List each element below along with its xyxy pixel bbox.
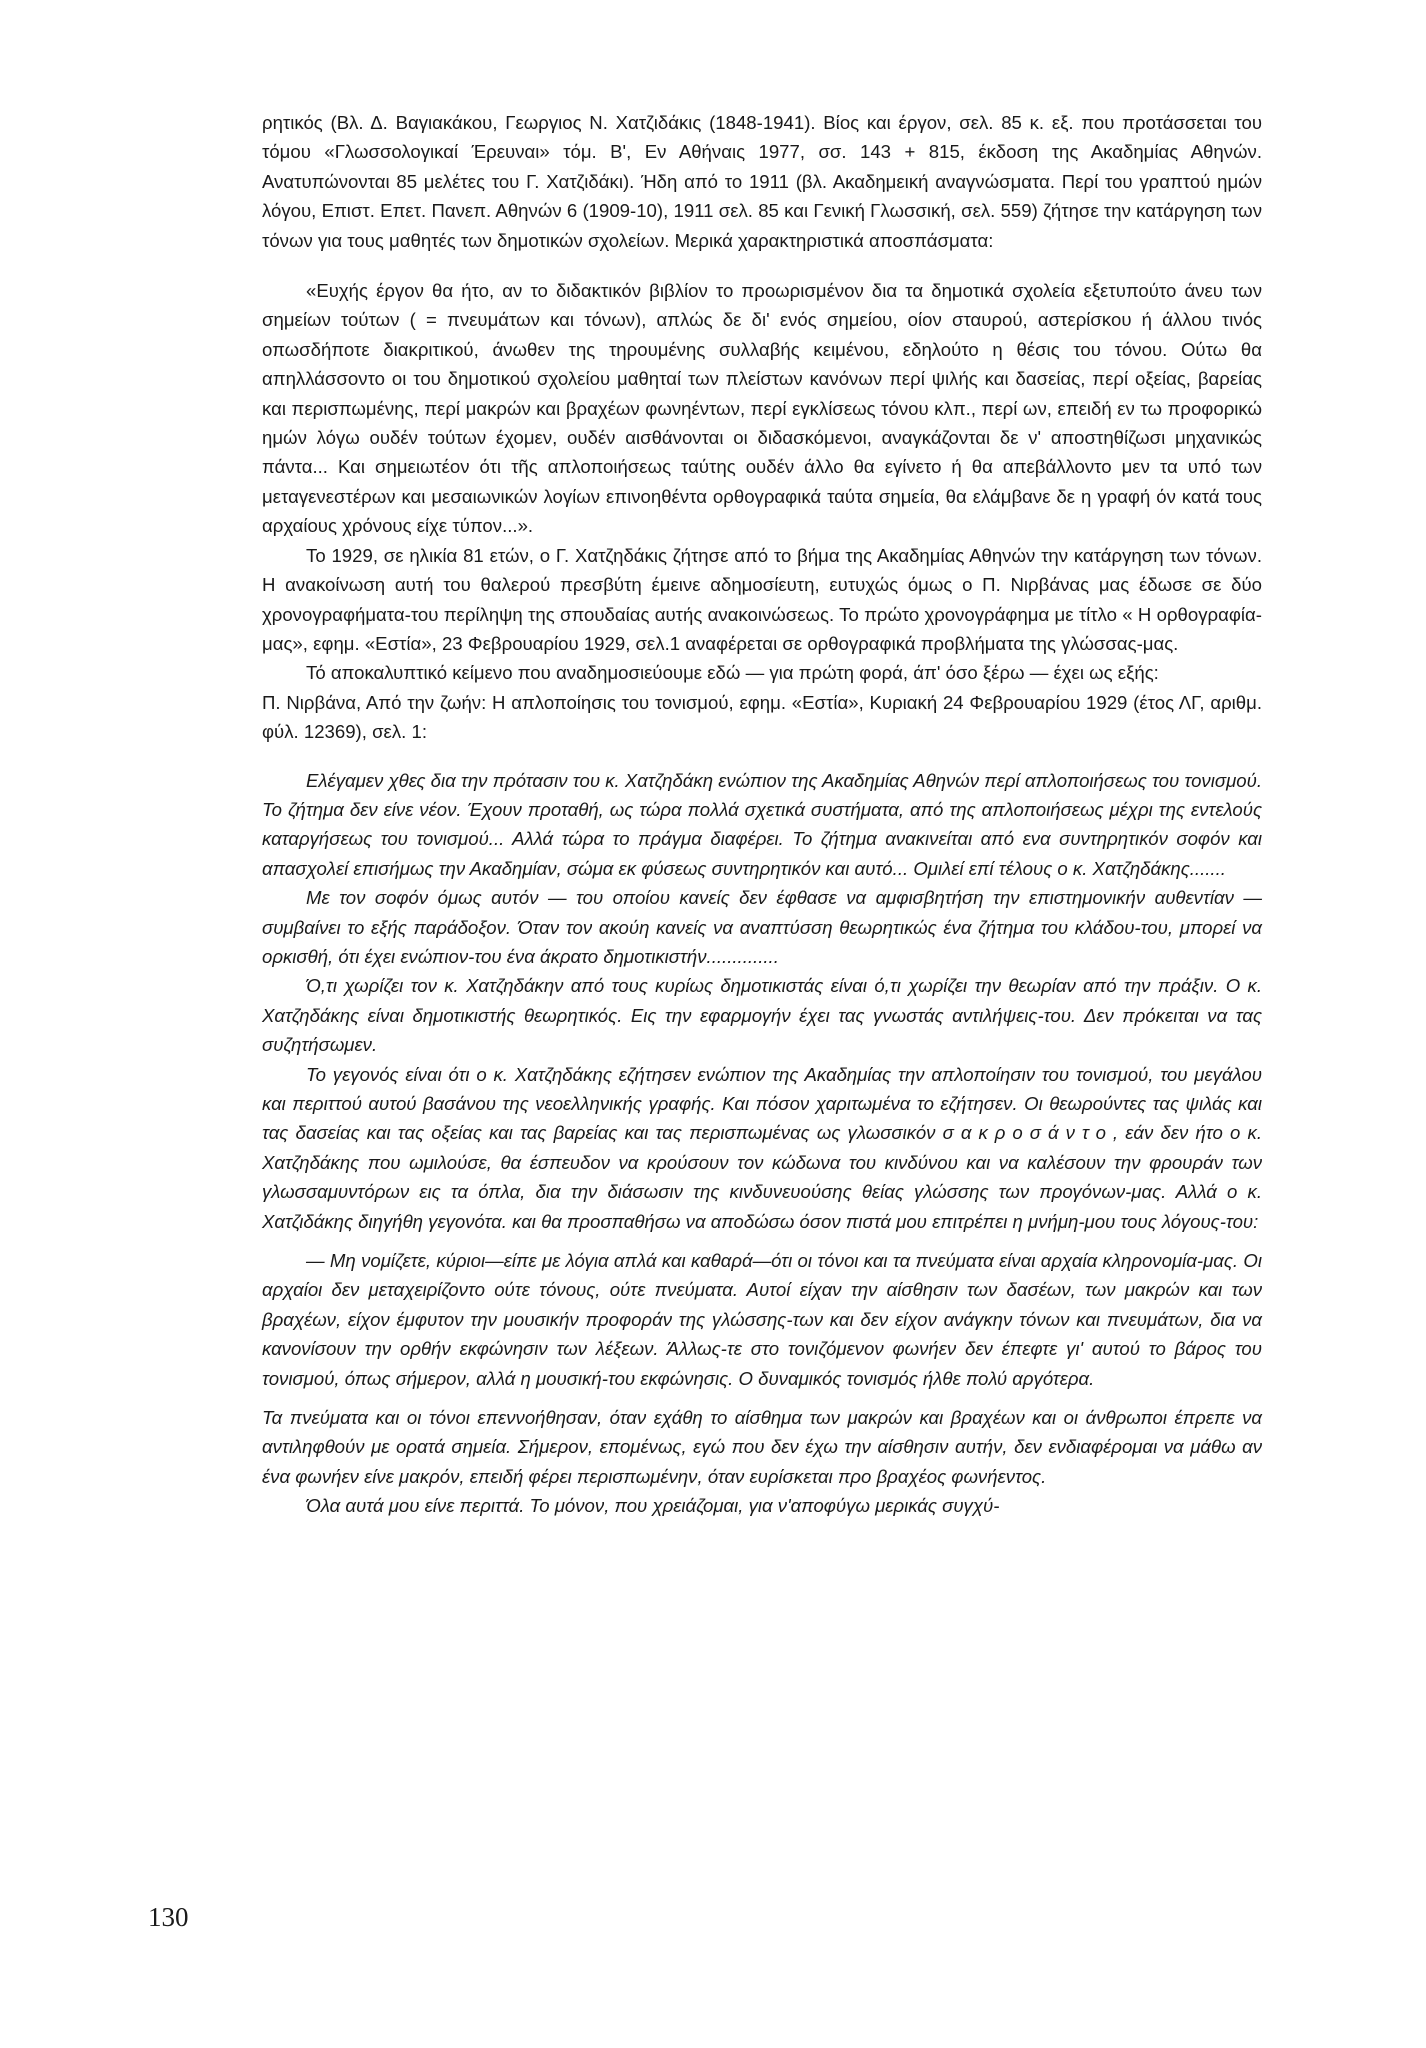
article-paragraph: Τα πνεύματα και οι τόνοι επεννοήθησαν, όταν εχάθη το αίσθημα των μακρών και βραχέων και οι άνθρωποι έπρεπε να αντιληφθούν με ορατά σημεία. Σήμερον, επομένως, εγώ που δεν έχω την αίσθησιν αυτήν, δεν ενδιαφέρομαι να μάθω αν ένα φωνήεν είνε μακρόν, επειδή φέρει περισπωμένην, όταν ευρίσκεται προ βραχέος φωνήεντος. (262, 1407, 1262, 1487)
spaced-word: σακροσάντο (942, 1122, 1113, 1144)
article-text: Το γεγονός είναι ότι ο κ. Χατζηδάκης εζήτησεν ενώπιον της Ακαδημίας την απλοποίησιν του τονισμού, του μεγάλου και περιττού αυτού βασάνου της νεοελληνικής γραφής. Και πόσον χαριτωμένα το εζήτησεν. Οι θεωρούντες τας ψιλάς και τας δασείας και τας οξείας και τας βαρείας και τας περισπωμένας ως γλωσσικόν (262, 1063, 1262, 1144)
article-paragraph: Ό,τι χωρίζει τον κ. Χατζηδάκην από τους κυρίως δημοτικιστάς είναι ό,τι χωρίζει την θεωρίαν από την πράξιν. Ο κ. Χατζηδάκης είναι δημοτικιστής θεωρητικός. Εις την εφαρμογήν έχει τας γνωστάς αντιλήψεις-του. Δεν πρόκειται να τας συζητήσωμεν. (262, 975, 1262, 1056)
paragraph-revealing-text: Τό αποκαλυπτικό κείμενο που αναδημοσιεύουμε εδώ — για πρώτη φορά, άπ' όσο ξέρω — έχει ως εξής: (306, 662, 1159, 684)
article-excerpt (262, 766, 1262, 1521)
article-paragraph (262, 1060, 1262, 1236)
paragraph-1929: Το 1929, σε ηλικία 81 ετών, ο Γ. Χατζηδάκις ζήτησε από το βήμα της Ακαδημίας Αθηνών την κατάργηση των τόνων. Η ανακοίνωση αυτή του θαλερού πρεσβύτη έμεινε αδημοσίευτη, ευτυχώς όμως ο Π. Νιρβάνας μας έδωσε σε δύο χρονογραφήματα-του περίληψη της σπουδαίας αυτής ανακοινώσεως. Το πρώτο χρονογράφημα με τίτλο « Η ορθογραφία-μας», εφημ. «Εστία», 23 Φεβρουαρίου 1929, σελ.1 αναφέρεται σε ορθογραφικά προβλήματα της γλώσσας-μας. (262, 544, 1262, 654)
article-text: , εάν δεν ήτο ο κ. Χατζηδάκης που ωμιλούσε, θα έσπευδον να κρούσουν τον κώδωνα του κινδύνου και να καλέσουν την φρουράν των γλωσσαμυντόρων εις τα όπλα, δια την διάσωσιν της κινδυνευούσης θείας γλώσσης των προγόνων-μας. Αλλά ο κ. Χατζιδάκης διηγήθη γεγονότα. και θα προσπαθήσω να αποδώσω όσον πιστά μου επιτρέπει η μνήμη-μου τους λόγους-του: (262, 1122, 1262, 1232)
article-paragraph: — Μη νομίζετε, κύριοι—είπε με λόγια απλά και καθαρά—ότι οι τόνοι και τα πνεύματα είναι αρχαία κληρονομία-μας. Οι αρχαίοι δεν μεταχειρίζοντο ούτε τόνους, ούτε πνεύματα. Αυτοί είχαν την αίσθησιν των δασέων, των μακρών και των βραχέων, είχον έμφυτον την μουσικήν προφοράν της γλώσσης-των και δεν είχον ανάγκην τόνων και πνευμάτων, δια να κανονίσουν την ορθήν εκφώνησιν των λέξεων. Άλλως-τε στο τονιζόμενον φωνήεν δεν έπεφτε γι' αυτού το βάρος του τονισμού, όπως σήμερον, αλλά η μουσική-του εκφώνησις. Ο δυναμικός τονισμός ήλθε πολύ αργότερα. (262, 1250, 1262, 1389)
quoted-passage: «Ευχής έργον θα ήτο, αν το διδακτικόν βιβλίον το προωρισμένον δια τα δημοτικά σχολεία εξετυπούτο άνευ των σημείων τούτων ( = πνευμάτων και τόνων), απλώς δε δι' ενός σημείου, οίον σταυρού, αστερίσκου ή άλλου τινός οπωσδήποτε διακριτικού, άνωθεν της τηρουμένης συλλαβής κειμένου, εδηλούτο η θέσις του τόνου. Ούτω θα απηλλάσσοντο οι του δημοτικού σχολείου μαθηταί των πλείστων κανόνων περί ψιλής και δασείας, περί οξείας, βαρείας και περισπωμένης, περί μακρών και βραχέων φωνηέντων, περί εγκλίσεως τόνου κλπ., περί ων, επειδή εν τω προφορικώ ημών λόγω ουδέν τούτων έχομεν, ουδέν αισθάνονται οι διδασκόμενοι, αναγκάζονται δε ν' αποστηθίζωσι μηχανικώς πάντα... Και σημειωτέον ότι τῆς απλοποιήσεως ταύτης ουδέν άλλο θα εγίνετο ή θα απεβάλλοντο μεν τα υπό των μεταγενεστέρων και μεσαιωνικών λογίων επινοηθέντα ορθογραφικά ταύτα σημεία, θα ελάμβανε δε η γραφή όν κατά τους αρχαίους χρόνους είχε τύπον...». (262, 280, 1262, 537)
source-citation: Π. Νιρβάνα, Από την ζωήν: Η απλοποίησις του τονισμού, εφημ. «Εστία», Κυριακή 24 Φεβρουαρίου 1929 (έτος ΛΓ, αριθμ. φύλ. 12369), σελ. 1: (262, 691, 1262, 743)
article-paragraph: Όλα αυτά μου είνε περιττά. Το μόνον, που χρειάζομαι, για ν'αποφύγω μερικάς συγχύ- (306, 1495, 1000, 1517)
article-paragraph: Ελέγαμεν χθες δια την πρότασιν του κ. Χατζηδάκη ενώπιον της Ακαδημίας Αθηνών περί απλοποιήσεως του τονισμού. Το ζήτημα δεν είνε νέον. Έχουν προταθή, ως τώρα πολλά σχετικά συστήματα, από της απλοποιήσεως μέχρι της εντελούς καταργήσεως του τονισμού... Αλλά τώρα το πράγμα διαφέρει. Το ζήτημα ανακινείται από ενα συντηρητικόν σοφόν και απασχολεί επισήμως την Ακαδημίαν, σώμα εκ φύσεως συντηρητικόν και αυτό... Ομιλεί επί τέλους ο κ. Χατζηδάκης....... (262, 769, 1262, 879)
text-column (262, 108, 1262, 1521)
intro-paragraph: ρητικός (Βλ. Δ. Βαγιακάκου, Γεωργιος Ν. Χατζιδάκις (1848-1941). Βίος και έργον, σελ. 85 κ. εξ. που προτάσσεται του τόμου «Γλωσσολογικαί Έρευναι» τόμ. Β', Εν Αθήναις 1977, σσ. 143 + 815, έκδοση της Ακαδημίας Αθηνών. Ανατυπώνονται 85 μελέτες του Γ. Χατζιδάκι). Ήδη από το 1911 (βλ. Ακαδημεική αναγνώσματα. Περί του γραπτού ημών λόγου, Επιστ. Επετ. Πανεπ. Αθηνών 6 (1909-10), 1911 σελ. 85 και Γενική Γλωσσική, σελ. 559) ζήτησε την κατάργηση των τόνων για τους μαθητές των δημοτικών σχολείων. Μερικά χαρακτηριστικά αποσπάσματα: (262, 112, 1262, 251)
article-paragraph: Με τον σοφόν όμως αυτόν — του οποίου κανείς δεν έφθασε να αμφισβητήση την επιστημονικήν αυθεντίαν — συμβαίνει το εξής παράδοξον. Όταν τον ακούη κανείς να αναπτύσση θεωρητικώς ένα ζήτημα του κλάδου-του, μπορεί να ορκισθή, ότι έχει ενώπιον-του ένα άκρατο δημοτικιστήν.............. (262, 887, 1262, 967)
page-number: 130 (148, 1902, 189, 1932)
